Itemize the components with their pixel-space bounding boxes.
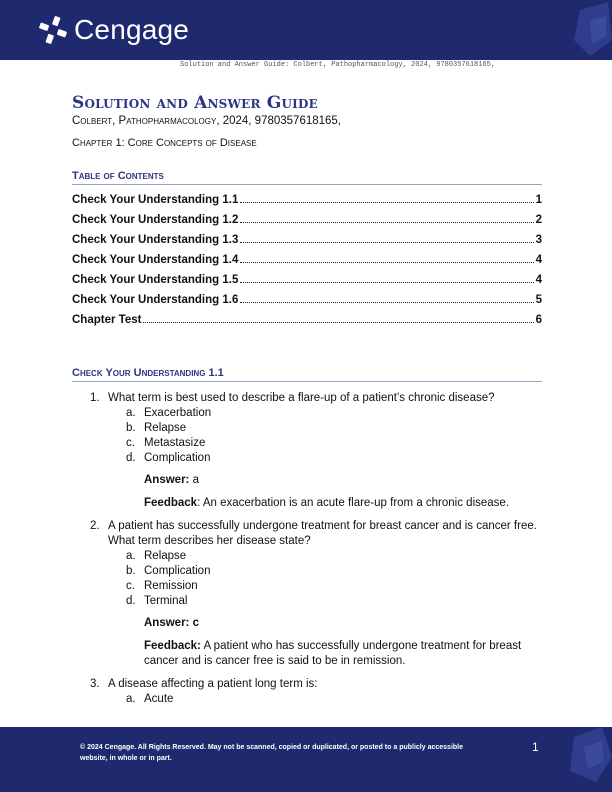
toc-entry[interactable]: Check Your Understanding 1.5 4 [72, 274, 542, 286]
page-footer [0, 727, 612, 792]
answer-line: Answer: a [144, 474, 199, 486]
cengage-logo [38, 14, 189, 46]
copyright-notice: © 2024 Cengage. All Rights Reserved. May not be scanned, copied or duplicated, or posted to a publicly accessible website, in whole or in part. [80, 744, 464, 762]
toc-entry[interactable]: Check Your Understanding 1.1 1 [72, 194, 542, 206]
toc-entry[interactable]: Check Your Understanding 1.2 2 [72, 214, 542, 226]
brand-name: Cengage [74, 14, 190, 45]
answer-option: b. Relapse [126, 422, 187, 434]
toc-entry[interactable]: Check Your Understanding 1.4 4 [72, 254, 542, 266]
question-item: 1. What term is best used to describe a flare-up of a patient’s chronic disease? [90, 392, 495, 404]
toc-entry[interactable]: Chapter Test 6 [72, 314, 542, 326]
answer-option: c. Metastasize [126, 437, 206, 449]
feedback-line: Feedback: A patient who has successfully undergone treatment for breast cancer and is cancer free is said to be in remission. [144, 640, 522, 667]
cengage-pinwheel-icon [38, 15, 68, 45]
dot-leader [240, 222, 533, 223]
header-decoration-icon [560, 0, 612, 60]
toc-entry[interactable]: Check Your Understanding 1.3 3 [72, 234, 542, 246]
answer-option: a. Exacerbation [126, 407, 212, 419]
dot-leader [240, 242, 533, 243]
table-of-contents [72, 194, 542, 334]
dot-leader [240, 302, 533, 303]
answer-option: c. Remission [126, 580, 198, 592]
answer-option: a. Acute [126, 693, 174, 705]
document-subtitle: Colbert, Pathopharmacology, 2024, 9780357618165, [72, 115, 342, 127]
question-list [90, 391, 542, 707]
footer-decoration-icon [560, 727, 612, 792]
section-heading: Check Your Understanding 1.1 [72, 367, 542, 382]
question-item: 3. A disease affecting a patient long term is: [90, 678, 318, 690]
answer-option: a. Relapse [126, 550, 187, 562]
feedback-line: Feedback: An exacerbation is an acute flare-up from a chronic disease. [144, 497, 510, 509]
answer-option: d. Complication [126, 452, 211, 464]
question-item: 2. A patient has successfully undergone treatment for breast cancer and is cancer free. What term describes her disease state? [90, 520, 537, 547]
page-number: 1 [532, 740, 539, 754]
chapter-title: Chapter 1: Core Concepts of Disease [72, 137, 257, 149]
toc-heading: Table of Contents [72, 170, 542, 185]
toc-entry[interactable]: Check Your Understanding 1.6 5 [72, 294, 542, 306]
answer-option: d. Terminal [126, 595, 188, 607]
dot-leader [240, 282, 533, 283]
page-header [0, 0, 612, 60]
answer-line: Answer: c [144, 617, 199, 629]
dot-leader [240, 262, 533, 263]
running-head: Solution and Answer Guide: Colbert, Pathopharmacology, 2024, 9780357618165, [180, 61, 496, 69]
dot-leader [240, 202, 533, 203]
dot-leader [143, 322, 533, 323]
document-title: Solution and Answer Guide [72, 93, 318, 113]
answer-option: b. Complication [126, 565, 211, 577]
